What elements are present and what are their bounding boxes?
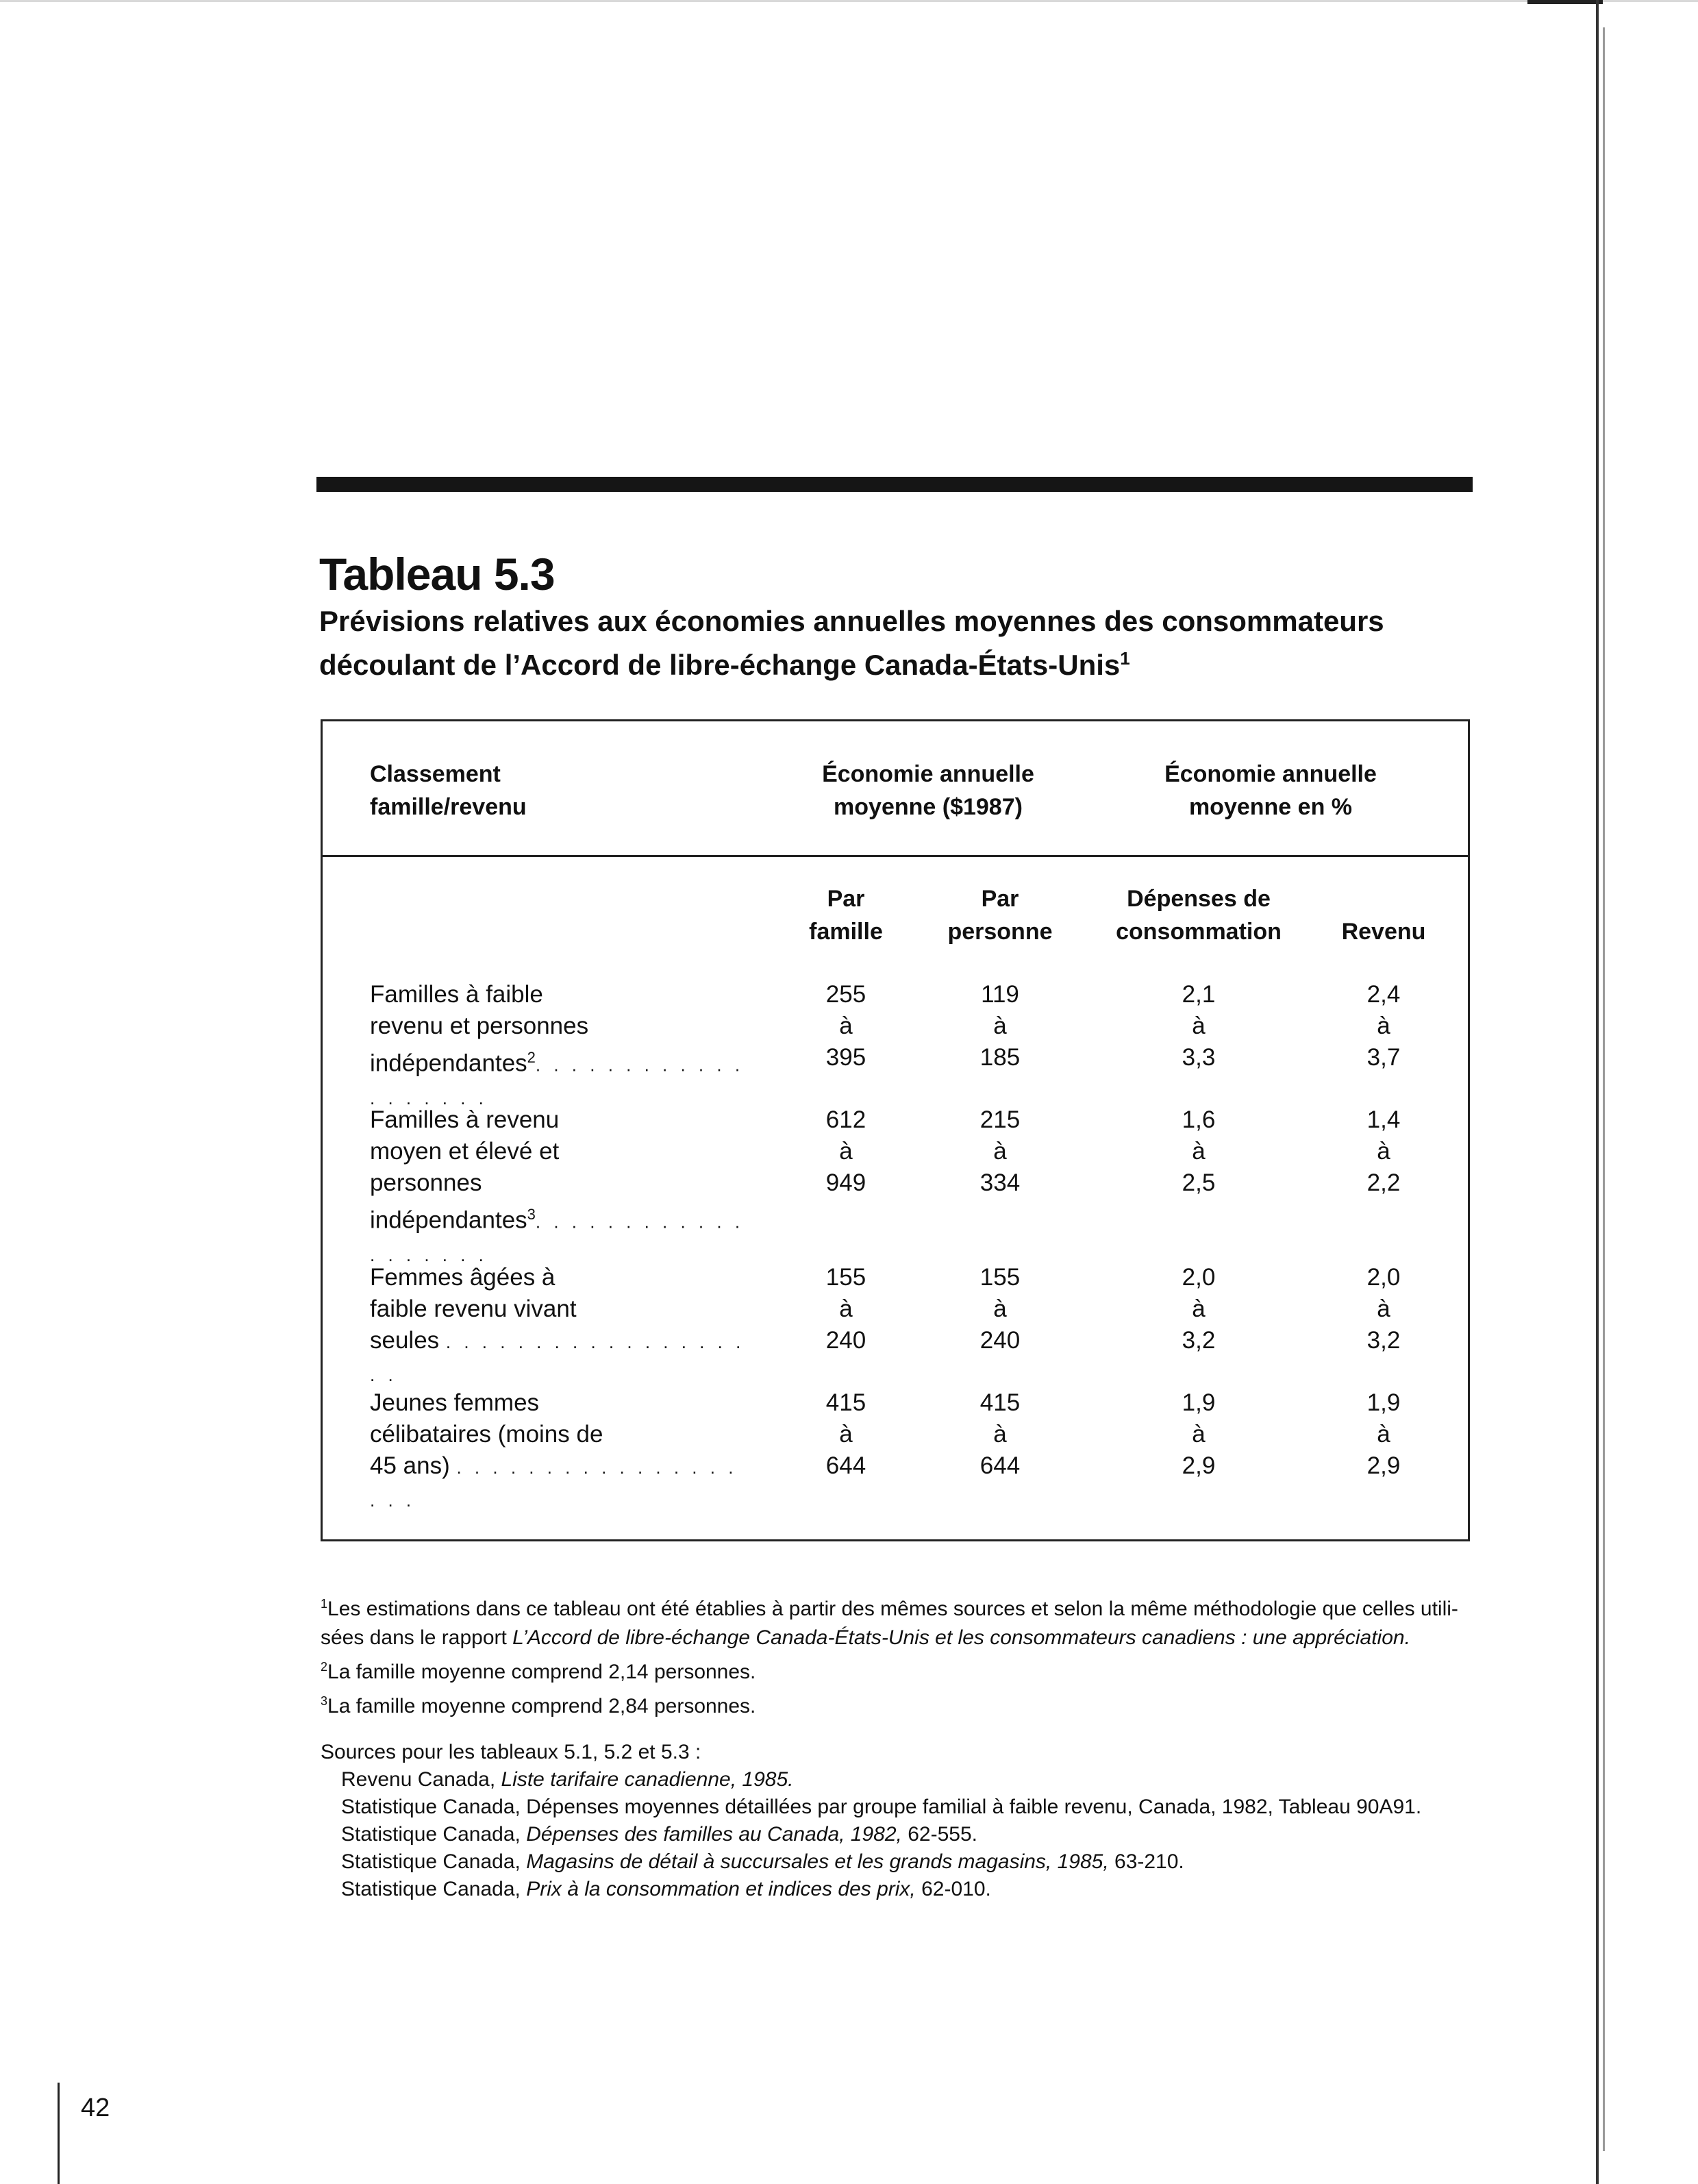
row-label: Familles à faible revenu et personnes indépendantes$^2$. . . . . . . . . . . . . . . . . . . <box>370 981 745 1108</box>
header-economie-pourcent: Économie annuelle moyenne en % <box>1164 761 1377 820</box>
cell-depenses: 1,6 à 2,5 <box>1182 1106 1216 1196</box>
heavy-rule <box>316 477 1473 492</box>
subheader-revenu: Revenu <box>1341 919 1426 945</box>
row-label: Femmes âgées à faible revenu vivant seules . . . . . . . . . . . . . . . . . . . <box>370 1264 745 1385</box>
source-item: Statistique Canada, Magasins de détail à succursales et les grands magasins, 1985, 63-210. <box>341 1850 1184 1873</box>
page-binding-edge <box>1596 0 1599 2184</box>
table-subtitle <box>319 603 1470 684</box>
cell-revenu: 1,4 à 2,2 <box>1366 1106 1401 1196</box>
scan-right-cap <box>1527 0 1603 4</box>
footnote-1-cont: sées dans le rapport L’Accord de libre-échange Canada-États-Unis et les consommateurs canadiens : une appréciation. <box>321 1626 1410 1649</box>
source-item: Revenu Canada, Liste tarifaire canadienne, 1985. <box>341 1768 794 1791</box>
subtitle-line-2: découlant de l’Accord de libre-échange Canada-États-Unis$^1$ <box>319 648 1130 681</box>
scan-top-line <box>0 0 1698 2</box>
footnotes <box>321 1589 1485 1721</box>
cell-famille: 612 à 949 <box>825 1106 866 1196</box>
row-label: Familles à revenu moyen et élevé et personnes indépendantes$^3$. . . . . . . . . . . . . . . . . . . <box>370 1106 745 1265</box>
cell-famille: 255 à 395 <box>825 981 866 1071</box>
source-item: Statistique Canada, Dépenses moyennes détaillées par groupe familial à faible revenu, Canada, 1982, Tableau 90A91. <box>341 1796 1422 1818</box>
sources-heading: Sources pour les tableaux 5.1, 5.2 et 5.3 : <box>321 1741 701 1763</box>
source-item: Statistique Canada, Dépenses des familles au Canada, 1982, 62-555. <box>341 1823 977 1846</box>
subheader-depenses: Dépenses de consommation <box>1116 886 1282 945</box>
cell-personne: 415 à 644 <box>979 1389 1021 1479</box>
cell-depenses: 1,9 à 2,9 <box>1182 1389 1216 1479</box>
header-rule <box>321 855 1470 857</box>
subtitle-line-1: Prévisions relatives aux économies annuelles moyennes des consommateurs <box>319 605 1384 637</box>
footnote-2: $^2$La famille moyenne comprend 2,14 personnes. <box>321 1660 756 1683</box>
page-binding-edge-inner <box>1603 27 1605 2151</box>
cell-revenu: 2,4 à 3,7 <box>1366 981 1401 1071</box>
subheader-par-famille: Par famille <box>809 886 883 945</box>
cell-revenu: 1,9 à 2,9 <box>1366 1389 1401 1479</box>
cell-revenu: 2,0 à 3,2 <box>1366 1264 1401 1354</box>
cell-personne: 155 à 240 <box>979 1264 1021 1354</box>
footnote-3: $^3$La famille moyenne comprend 2,84 personnes. <box>321 1694 756 1717</box>
row-label: Jeunes femmes célibataires (moins de 45 ans) . . . . . . . . . . . . . . . . . . . <box>370 1389 738 1511</box>
cell-famille: 155 à 240 <box>825 1264 866 1354</box>
source-item: Statistique Canada, Prix à la consommation et indices des prix, 62-010. <box>341 1878 991 1900</box>
sources <box>321 1739 1485 1903</box>
footnote-1: $^1$Les estimations dans ce tableau ont été établies à partir des mêmes sources et selon la même méthodologie que celles utili- <box>321 1597 1458 1620</box>
page-margin-bar <box>58 2083 60 2184</box>
cell-depenses: 2,0 à 3,2 <box>1182 1264 1216 1354</box>
cell-depenses: 2,1 à 3,3 <box>1182 981 1216 1071</box>
cell-personne: 119 à 185 <box>979 981 1021 1071</box>
cell-personne: 215 à 334 <box>979 1106 1021 1196</box>
subtitle-footnote-ref: 1 <box>1120 648 1130 669</box>
page-number: 42 <box>81 2094 110 2122</box>
header-economie-dollars: Économie annuelle moyenne ($1987) <box>822 761 1034 820</box>
cell-famille: 415 à 644 <box>825 1389 866 1479</box>
table-title: Tableau 5.3 <box>319 549 555 599</box>
header-classement: Classement famille/revenu <box>370 761 527 820</box>
subheader-par-personne: Par personne <box>947 886 1053 945</box>
